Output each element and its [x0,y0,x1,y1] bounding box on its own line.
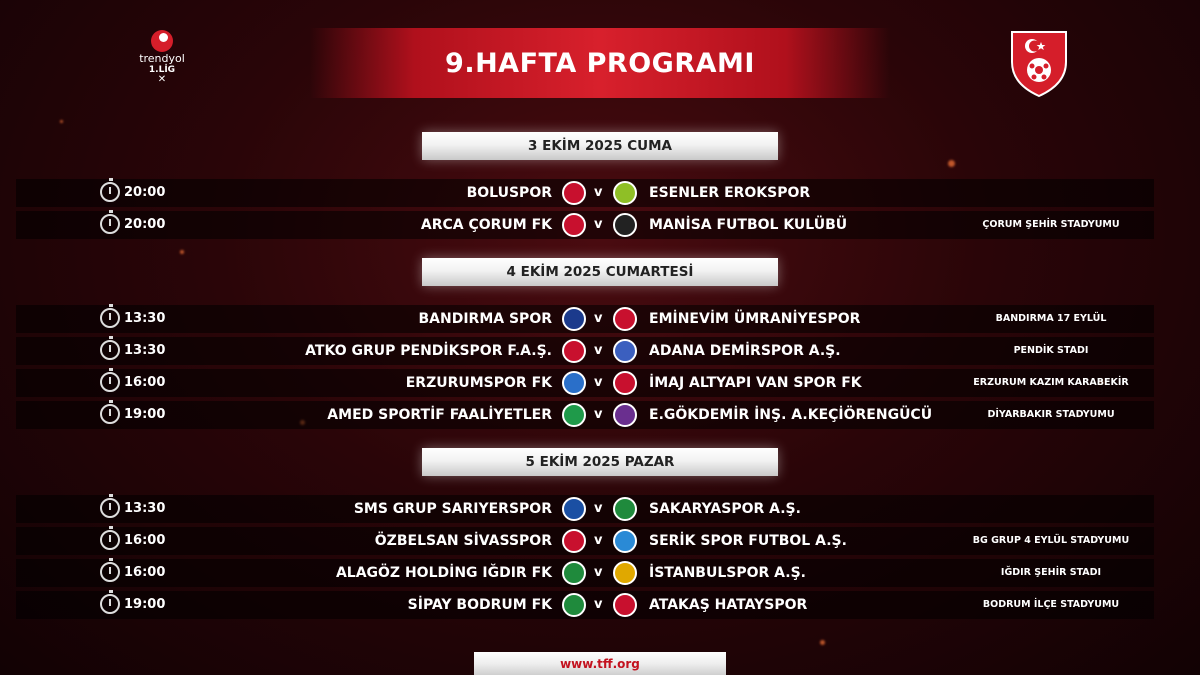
away-team: MANİSA FUTBOL KULÜBÜ [649,217,848,233]
venue: ERZURUM KAZIM KARABEKİR [973,377,1129,388]
date-label: 4 EKİM 2025 CUMARTESİ [506,264,694,280]
league-logo-brand: trendyol [139,52,185,65]
match-time: 13:30 [124,501,166,516]
decor-spark [820,640,825,645]
league-logo-lig: 1.LİG [148,65,176,75]
away-team-crest-icon [613,339,637,363]
date-band [422,132,778,160]
match-time: 16:00 [124,375,166,390]
date-band [422,448,778,476]
home-team-crest-icon [562,339,586,363]
league-logo [132,30,192,92]
stopwatch-icon [100,340,120,360]
home-team: ATKO GRUP PENDİKSPOR F.A.Ş. [305,343,552,359]
stopwatch-icon [100,530,120,550]
match-time: 16:00 [124,565,166,580]
home-team-crest-icon [562,181,586,205]
match-time: 13:30 [124,343,166,358]
home-team-crest-icon [562,307,586,331]
venue: ÇORUM ŞEHİR STADYUMU [982,219,1120,230]
match-row [16,369,1154,397]
stopwatch-icon [100,372,120,392]
stopwatch-icon [100,498,120,518]
footer-url-link[interactable]: www.tff.org [560,656,640,671]
home-team: AMED SPORTİF FAALİYETLER [327,407,552,423]
venue: BODRUM İLÇE STADYUMU [982,599,1120,610]
home-team: ALAGÖZ HOLDİNG IĞDIR FK [335,565,552,581]
venue: DİYARBAKIR STADYUMU [987,409,1115,420]
home-team-crest-icon [562,213,586,237]
home-team: SMS GRUP SARIYERSPOR [353,501,552,517]
decor-spark [60,120,63,123]
vs-label: v [594,311,603,326]
match-time: 20:00 [124,217,166,232]
match-row [16,337,1154,365]
match-row [16,179,1154,207]
date-band [422,258,778,286]
away-team: EMİNEVİM ÜMRANİYESPOR [649,311,861,327]
away-team-crest-icon [613,497,637,521]
away-team-crest-icon [613,371,637,395]
stopwatch-icon [100,562,120,582]
away-team: ADANA DEMİRSPOR A.Ş. [649,343,841,359]
away-team-crest-icon [613,593,637,617]
home-team: ARCA ÇORUM FK [420,217,552,233]
decor-spark [948,160,955,167]
venue: IĞDIR ŞEHİR STADI [1000,567,1102,578]
stopwatch-icon [100,594,120,614]
home-team-crest-icon [562,593,586,617]
vs-label: v [594,343,603,358]
away-team: SERİK SPOR FUTBOL A.Ş. [649,533,847,549]
footer-band [474,652,726,675]
away-team: SAKARYASPOR A.Ş. [649,501,801,517]
vs-label: v [594,217,603,232]
match-row [16,495,1154,523]
match-time: 20:00 [124,185,166,200]
date-label: 3 EKİM 2025 CUMA [528,138,672,154]
date-label: 5 EKİM 2025 PAZAR [525,454,675,470]
away-team: ESENLER EROKSPOR [649,185,811,201]
header-banner [310,28,890,98]
home-team-crest-icon [562,403,586,427]
home-team-crest-icon [562,561,586,585]
away-team-crest-icon [613,403,637,427]
match-row [16,305,1154,333]
away-team: ATAKAŞ HATAYSPOR [649,597,808,613]
stopwatch-icon [100,182,120,202]
away-team-crest-icon [613,529,637,553]
decor-spark [180,250,184,254]
tff-crest-icon [1008,28,1070,98]
stopwatch-icon [100,214,120,234]
venue: BG GRUP 4 EYLÜL STADYUMU [972,535,1130,546]
stopwatch-icon [100,308,120,328]
league-logo-tail: ✕ [157,74,167,85]
venue: BANDIRMA 17 EYLÜL [995,313,1107,324]
home-team: BOLUSPOR [466,185,552,201]
home-team-crest-icon [562,497,586,521]
home-team: BANDIRMA SPOR [418,311,552,327]
vs-label: v [594,533,603,548]
match-row [16,591,1154,619]
match-row [16,401,1154,429]
match-time: 16:00 [124,533,166,548]
match-row [16,211,1154,239]
vs-label: v [594,375,603,390]
home-team-crest-icon [562,529,586,553]
match-row [16,527,1154,555]
away-team-crest-icon [613,213,637,237]
away-team-crest-icon [613,181,637,205]
vs-label: v [594,565,603,580]
home-team-crest-icon [562,371,586,395]
vs-label: v [594,185,603,200]
away-team: İSTANBULSPOR A.Ş. [649,565,806,581]
league-logo-icon [151,30,173,52]
away-team: E.GÖKDEMİR İNŞ. A.KEÇİÖRENGÜCÜ [649,407,933,423]
vs-label: v [594,501,603,516]
stopwatch-icon [100,404,120,424]
match-row [16,559,1154,587]
vs-label: v [594,597,603,612]
match-time: 13:30 [124,311,166,326]
away-team-crest-icon [613,307,637,331]
venue: PENDİK STADI [1013,345,1089,356]
home-team: ÖZBELSAN SİVASSPOR [374,533,552,549]
home-team: SİPAY BODRUM FK [407,597,552,613]
match-time: 19:00 [124,597,166,612]
away-team-crest-icon [613,561,637,585]
home-team: ERZURUMSPOR FK [405,375,552,391]
page-title: 9.HAFTA PROGRAMI [445,47,755,79]
vs-label: v [594,407,603,422]
away-team: İMAJ ALTYAPI VAN SPOR FK [649,375,862,391]
match-time: 19:00 [124,407,166,422]
